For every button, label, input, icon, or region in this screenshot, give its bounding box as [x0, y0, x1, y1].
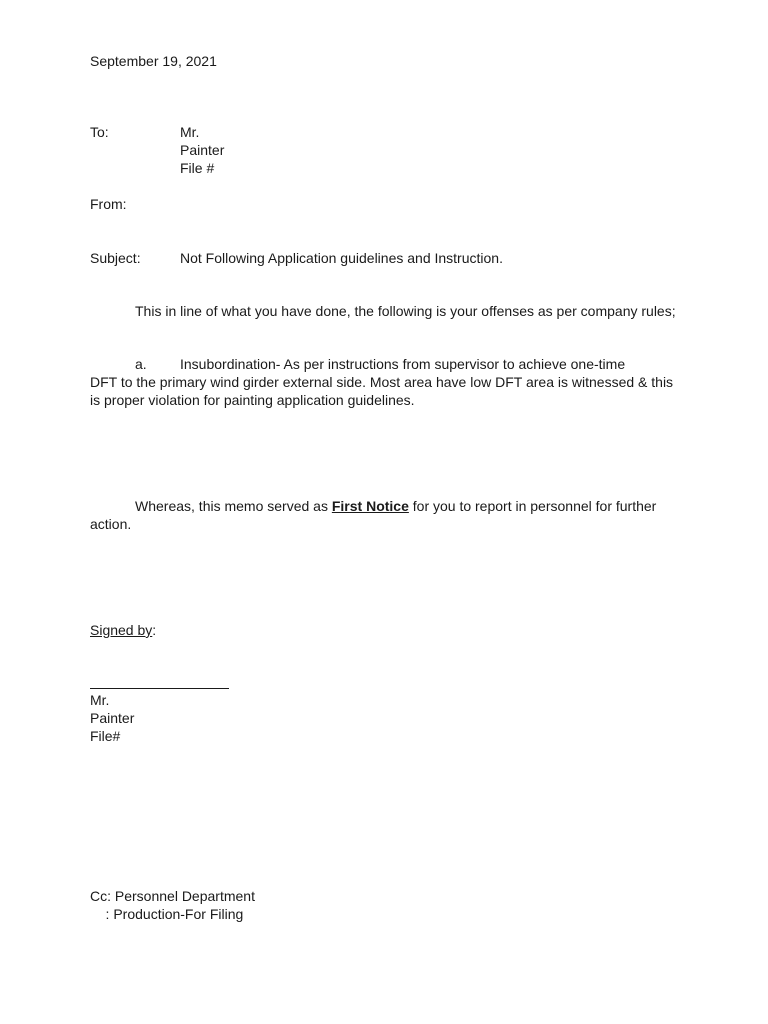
signed-by-label: Signed by [90, 622, 153, 638]
signer-line-1: Mr. [90, 692, 110, 708]
memo-date: September 19, 2021 [90, 53, 217, 69]
signer-line-2: Painter [90, 710, 135, 726]
to-label: To: [90, 124, 109, 140]
intro-paragraph [90, 302, 682, 320]
to-line-1: Mr. [180, 124, 200, 140]
first-notice-emphasis: First Notice [331, 498, 409, 514]
to-line-2: Painter [180, 142, 225, 158]
offense-item [90, 355, 682, 409]
from-label: From: [90, 196, 127, 212]
offense-text-rest: DFT to the primary wind girder external side. Most area have low DFT area is witnessed & this is proper violation for painting application guidelines. [90, 374, 674, 408]
subject-value: Not Following Application guidelines and Instruction. [180, 250, 503, 266]
cc-line-1: Cc: Personnel Department [90, 888, 255, 904]
offense-text-line1: Insubordination- As per instructions from supervisor to achieve one-time [180, 356, 626, 372]
signer-line-3: File# [90, 728, 121, 744]
notice-before: Whereas, this memo served as [135, 498, 332, 514]
signed-by [90, 621, 156, 639]
signed-by-colon: : [152, 622, 157, 638]
offense-marker: a. [135, 356, 147, 372]
notice-after: for you to report in personnel for further action. [90, 498, 657, 532]
signature-line [90, 688, 229, 689]
cc-line-2: : Production-For Filing [90, 906, 244, 922]
notice-paragraph [90, 497, 682, 533]
intro-text: This in line of what you have done, the following is your offenses as per company rules; [135, 303, 676, 319]
subject-label: Subject: [90, 250, 141, 266]
to-line-3: File # [180, 160, 215, 176]
